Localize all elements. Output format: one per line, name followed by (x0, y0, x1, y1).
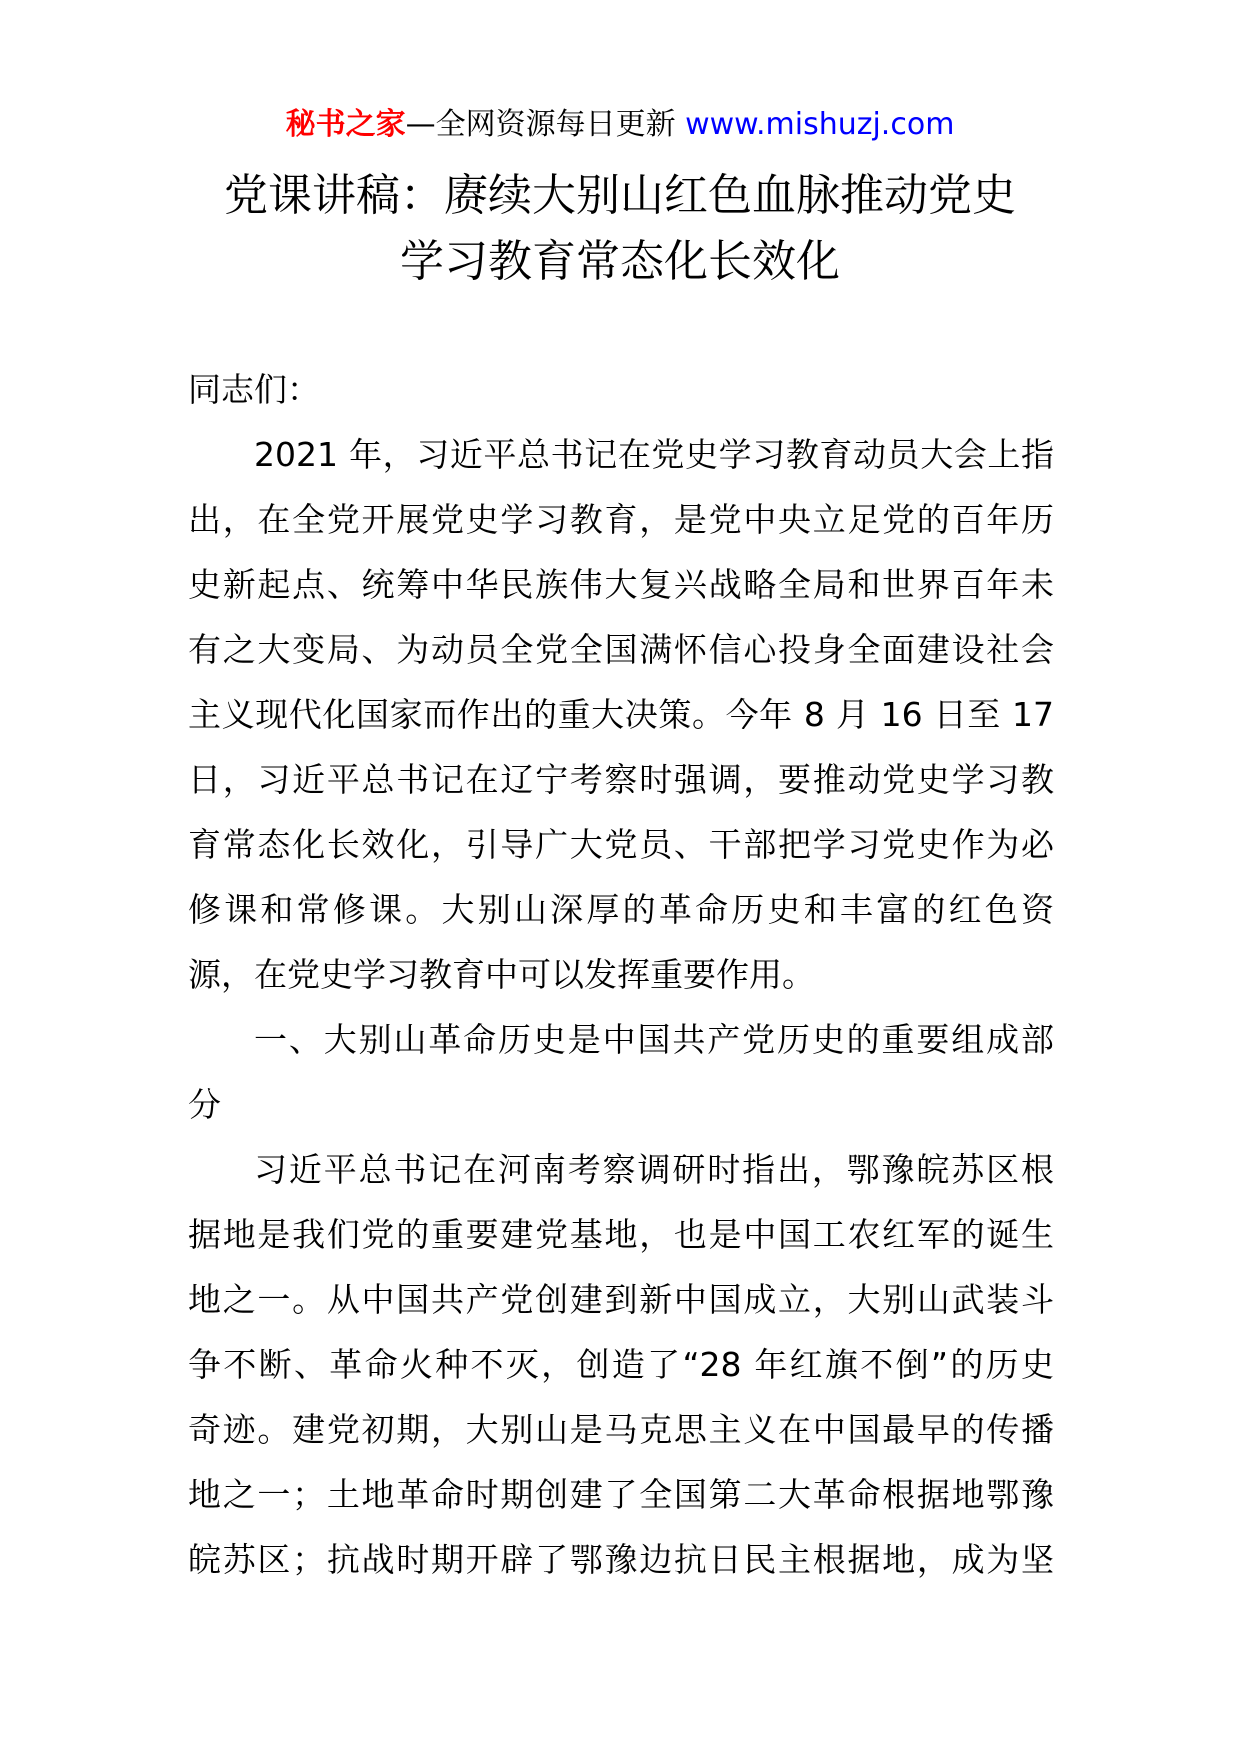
body-line: 史新起点、统筹中华民族伟大复兴战略全局和世界百年未 (188, 565, 1054, 604)
body-line: 据地是我们党的重要建党基地，也是中国工农红军的诞生 (188, 1215, 1054, 1254)
body-line: 主义现代化国家而作出的重大决策。今年 8 月 16 日至 17 (188, 695, 1054, 734)
salutation: 同志们： (188, 370, 320, 409)
section-heading: 一、大别山革命历史是中国共产党历史的重要组成部 (254, 1020, 1054, 1059)
site-brand: 秘书之家 (285, 107, 406, 142)
body-line: 奇迹。建党初期，大别山是马克思主义在中国最早的传播 (188, 1410, 1054, 1449)
body-line: 争不断、革命火种不灭，创造了“28 年红旗不倒”的历史 (188, 1345, 1054, 1384)
body-line: 源，在党史学习教育中可以发挥重要作用。 (188, 955, 815, 994)
body-line: 出，在全党开展党史学习教育，是党中央立足党的百年历 (188, 500, 1054, 539)
section-heading: 分 (188, 1085, 221, 1124)
body-line: 皖苏区；抗战时期开辟了鄂豫边抗日民主根据地，成为坚 (188, 1540, 1054, 1579)
body-line: 地之一。从中国共产党创建到新中国成立，大别山武装斗 (188, 1280, 1054, 1319)
body-line: 育常态化长效化，引导广大党员、干部把学习党史作为必 (188, 825, 1054, 864)
body-line: 日，习近平总书记在辽宁考察时强调，要推动党史学习教 (188, 760, 1054, 799)
body-line: 修课和常修课。大别山深厚的革命历史和丰富的红色资 (188, 890, 1054, 929)
site-header (0, 100, 1240, 150)
site-url: www.mishuzj.com (675, 107, 955, 142)
body-line: 有之大变局、为动员全党全国满怀信心投身全面建设社会 (188, 630, 1054, 669)
title-line-1: 党课讲稿：赓续大别山红色血脉推动党史 (224, 170, 1016, 221)
document-body (188, 357, 1054, 1592)
body-line: 地之一；土地革命时期创建了全国第二大革命根据地鄂豫 (188, 1475, 1054, 1514)
body-line: 2021 年，习近平总书记在党史学习教育动员大会上指 (254, 435, 1054, 474)
body-line: 习近平总书记在河南考察调研时指出，鄂豫皖苏区根 (254, 1150, 1054, 1189)
title-line-2: 学习教育常态化长效化 (400, 236, 840, 287)
site-tagline: —全网资源每日更新 (405, 107, 676, 142)
document-title (0, 163, 1240, 295)
